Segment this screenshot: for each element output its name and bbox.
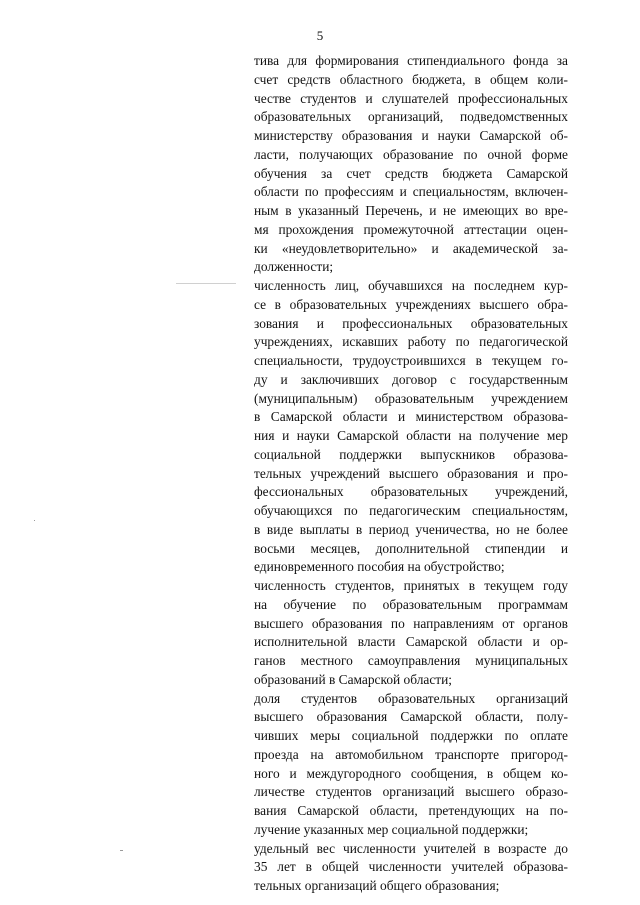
text-line: исполнительной власти Самарской области и ор-: [254, 634, 568, 650]
text-line: проезда на автомобильном транспорте пригород-: [254, 746, 568, 762]
text-line: доля студентов образовательных организаций: [254, 690, 568, 706]
paragraph: [254, 690, 568, 840]
text-line: ного и междугородного сообщения, в общем ко-: [254, 765, 568, 781]
text-line: долженности;: [254, 259, 334, 275]
text-line: учреждениях, искавших работу по педагогической: [254, 334, 568, 350]
scan-artifact: [176, 283, 236, 284]
text-line: ласти, получающих образование по очной форме: [254, 146, 568, 162]
paragraph: [254, 840, 568, 896]
text-line: (муниципальным) образовательным учреждением: [254, 390, 568, 406]
paragraph: [254, 277, 568, 577]
text-line: образовательных организаций, подведомственных: [254, 109, 568, 125]
document-body: [254, 52, 568, 896]
text-line: высшего образования Самарской области, полу-: [254, 709, 568, 725]
text-line: численность студентов, принятых в текущем году: [254, 578, 568, 593]
text-line: тельных учреждений высшего образования и про-: [254, 465, 568, 481]
text-line: удельный вес численности учителей в возрасте до: [254, 840, 568, 856]
text-line: численность лиц, обучавшихся на последнем кур-: [254, 278, 568, 293]
text-line: высшего образования по направлениям от органов: [254, 615, 568, 631]
page-number: 5: [316, 28, 324, 43]
text-line: чивших меры социальной поддержки по оплате: [254, 728, 568, 743]
scan-artifact: [120, 850, 123, 851]
text-line: 35 лет в общей численности учителей образова-: [254, 859, 568, 875]
text-line: восьми месяцев, дополнительной стипендии и: [254, 540, 568, 556]
text-line: ния и науки Самарской области на получение мер: [254, 428, 568, 443]
text-line: обучения за счет средств бюджета Самарской: [254, 165, 568, 181]
text-line: в Самарской области и министерством образова-: [254, 409, 568, 425]
text-line: ду и заключивших договор с государственным: [254, 371, 568, 387]
text-line: образований в Самарской области;: [254, 671, 453, 687]
text-line: тельных организаций общего образования;: [254, 878, 500, 893]
text-line: ки «неудовлетворительно» и академической за-: [254, 240, 568, 256]
text-line: специальности, трудоустроившихся в текущем го-: [254, 353, 568, 368]
text-line: на обучение по образовательным программам: [254, 596, 568, 612]
text-line: фессиональных образовательных учреждений,: [254, 484, 568, 500]
scan-artifact: [34, 520, 35, 521]
text-line: счет средств областного бюджета, в общем коли-: [254, 71, 568, 87]
text-line: области по профессиям и специальностям, включен-: [254, 184, 568, 200]
text-line: зования и профессиональных образовательных: [254, 315, 568, 331]
text-line: честве студентов и слушателей профессиональных: [254, 90, 568, 106]
text-line: се в образовательных учреждениях высшего обра-: [254, 296, 568, 312]
text-line: ганов местного самоуправления муниципальных: [254, 653, 568, 668]
paragraph: [254, 52, 568, 277]
text-line: мя прохождения промежуточной аттестации оцен-: [254, 221, 568, 237]
paragraph: [254, 577, 568, 690]
text-line: личестве студентов организаций высшего образо-: [254, 784, 568, 800]
text-line: вания Самарской области, претендующих на по-: [254, 803, 568, 818]
text-line: в виде выплаты в период ученичества, но не более: [254, 521, 568, 537]
text-line: ным в указанный Перечень, и не имеющих во вре-: [254, 203, 568, 218]
text-line: единовременного пособия на обустройство;: [254, 559, 505, 575]
text-line: тива для формирования стипендиального фонда за: [254, 53, 568, 68]
text-line: социальной поддержки выпускников образова-: [254, 446, 568, 462]
text-line: лучение указанных мер социальной поддержки;: [254, 821, 529, 837]
text-line: обучающихся по педагогическим специальностям,: [254, 503, 568, 518]
text-line: министерству образования и науки Самарской об-: [254, 128, 568, 143]
